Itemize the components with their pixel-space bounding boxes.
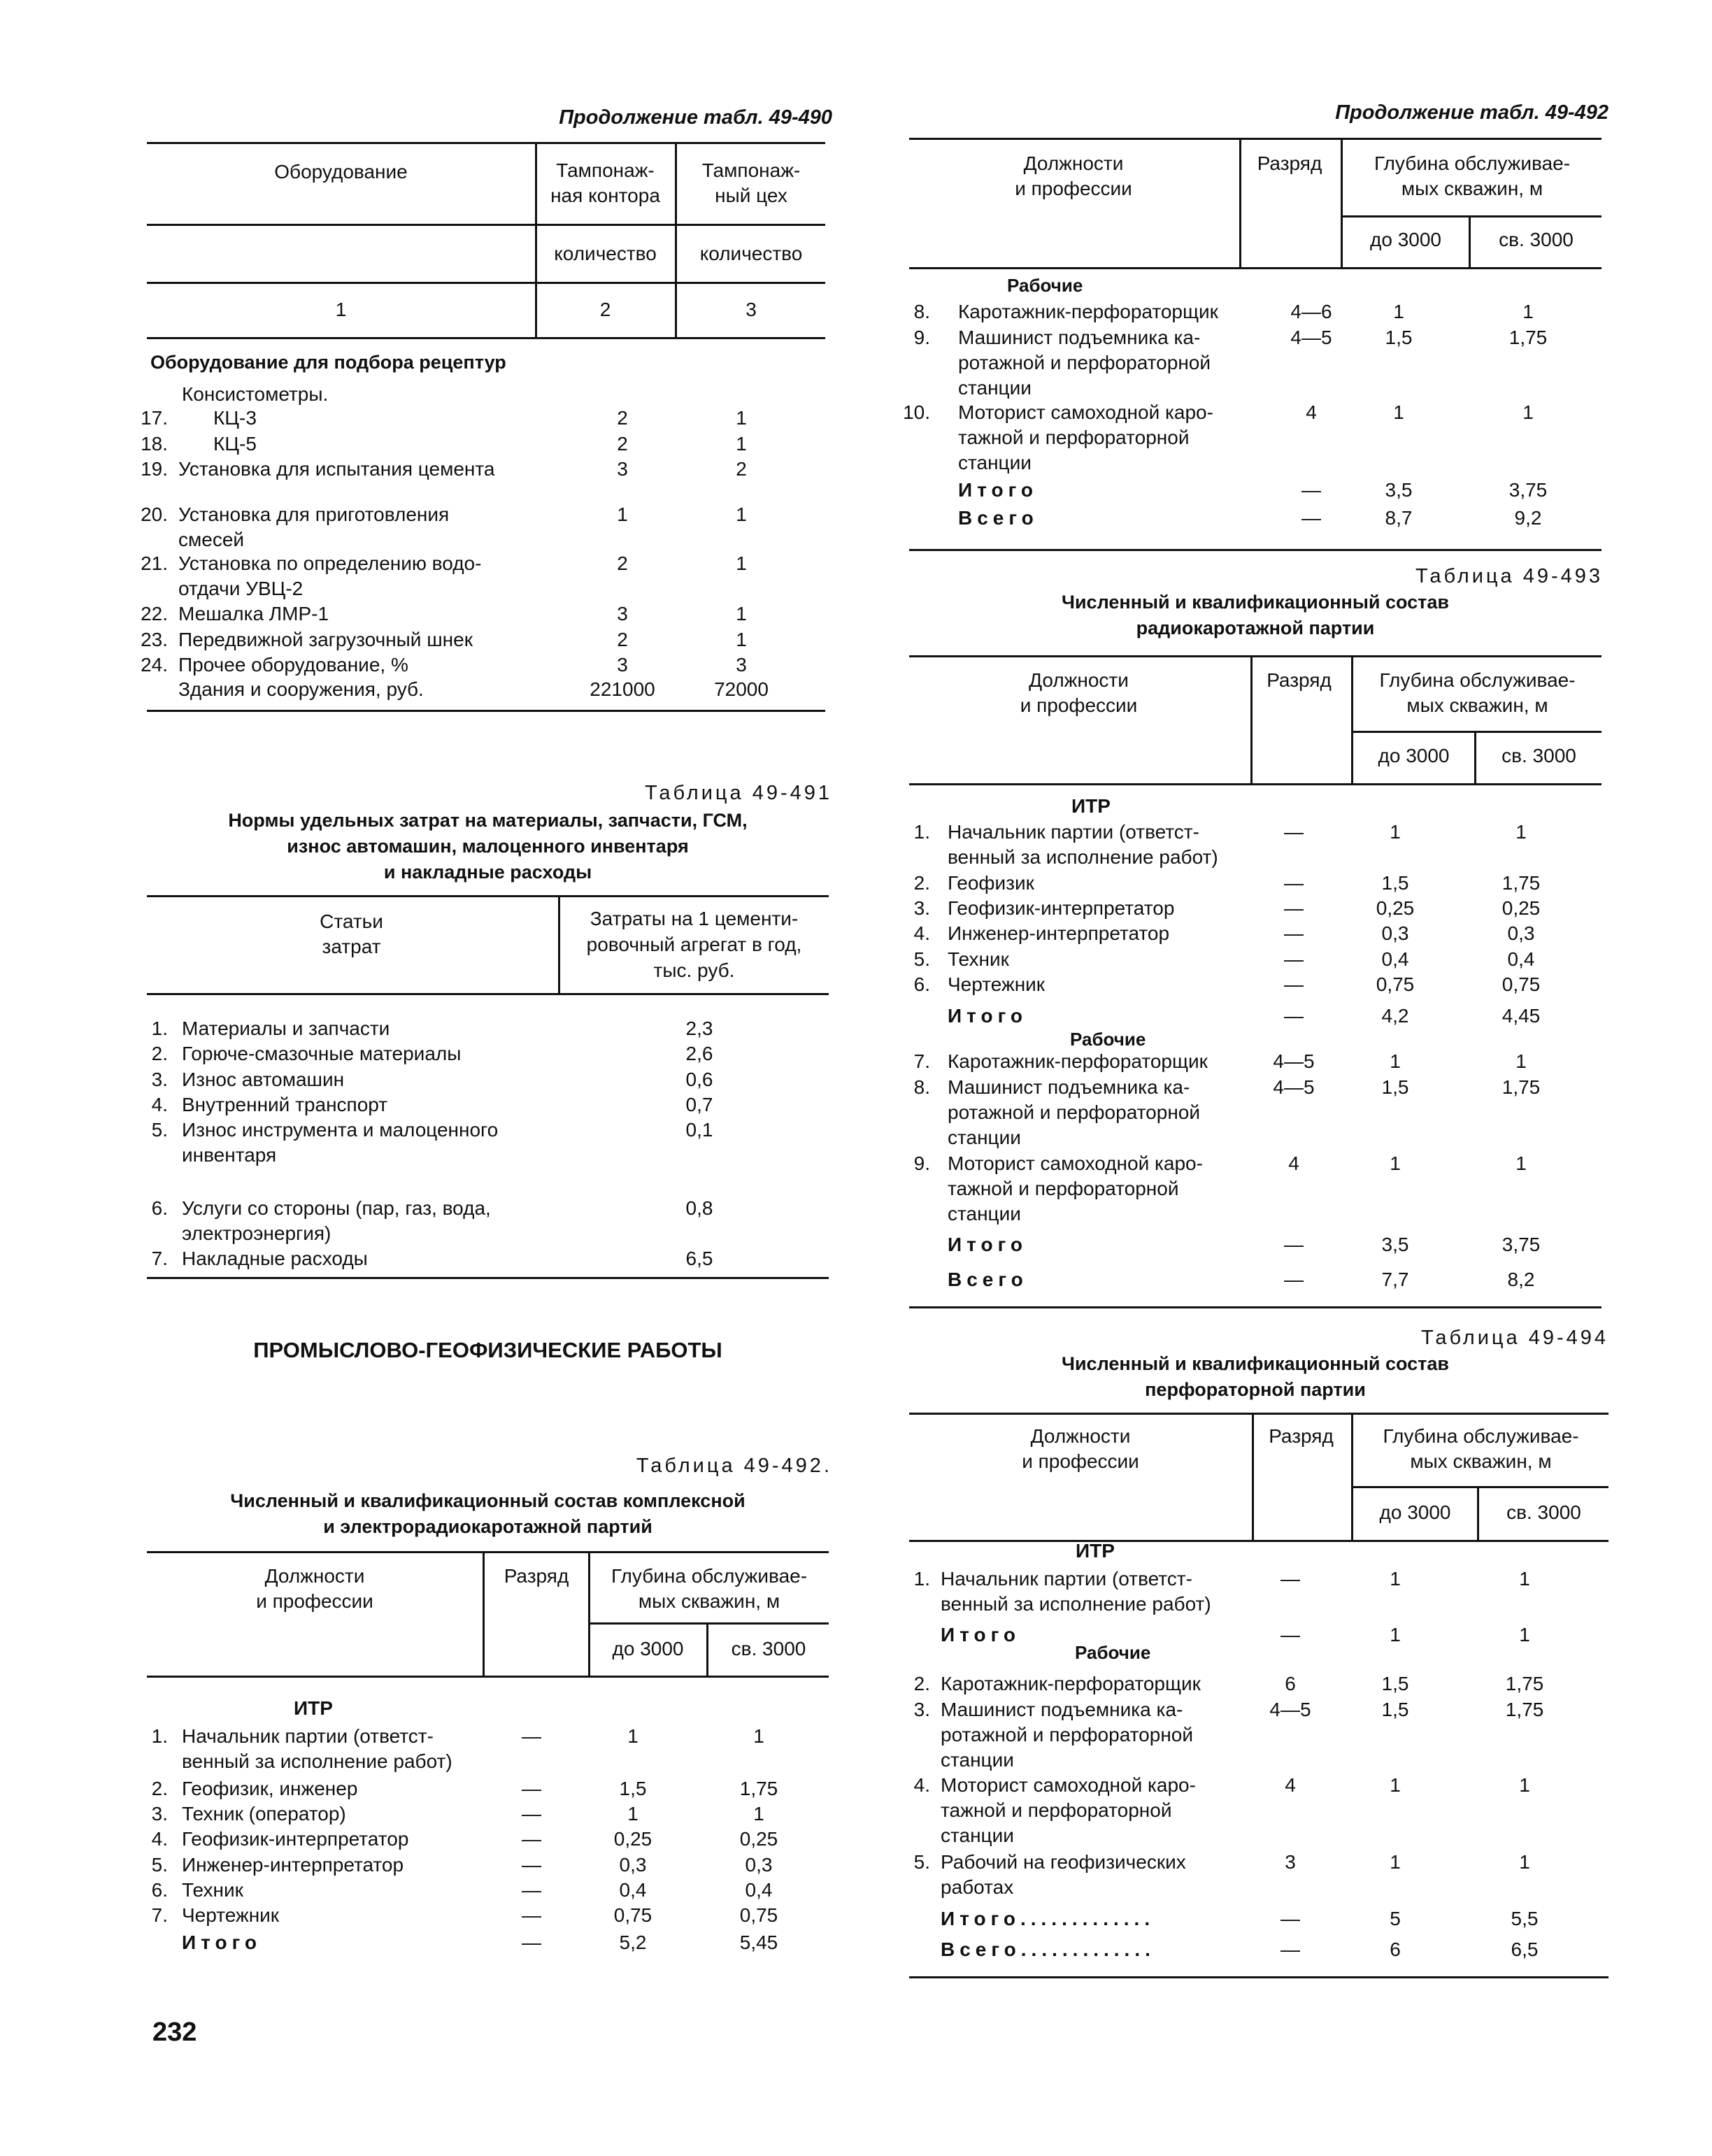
row-depth-over-3000: 1 [753, 1803, 764, 1825]
row-depth-upto-3000: 1 [1393, 401, 1404, 423]
row-number: 5. [151, 1854, 168, 1876]
header-depth-over-3000: св. 3000 [1499, 229, 1574, 250]
row-name: Внутренний транспорт [182, 1094, 388, 1115]
row-depth-upto-3000: 0,4 [619, 1879, 647, 1901]
row-depth-upto-3000: 0,25 [1376, 897, 1415, 919]
row-position: Моторист самоходной каро- тажной и перфораторной станции [958, 401, 1213, 473]
grand-total: Всего [958, 507, 1039, 529]
header-cost-items: Статьи затрат [320, 911, 383, 957]
row-cost: 0,6 [685, 1069, 713, 1090]
row-grade: — [1281, 1568, 1300, 1590]
row-depth-over-3000: 1 [1522, 401, 1534, 423]
grand-total-depth-upto-3000: 7,7 [1381, 1269, 1409, 1290]
col-index-2: 2 [599, 299, 611, 320]
row-name: Материалы и запчасти [182, 1018, 390, 1039]
group-heading: Оборудование для подбора рецептур [150, 352, 506, 373]
row-cost: 2,6 [685, 1043, 713, 1064]
row-name: Горюче-смазочные материалы [182, 1043, 462, 1064]
row-number: 10. [903, 401, 930, 423]
row-position: Геофизик-интерпретатор [948, 897, 1175, 919]
table-label: Таблица 49-491 [644, 782, 832, 804]
row-depth-upto-3000: 1,5 [1381, 1673, 1409, 1694]
row-grade: — [522, 1828, 541, 1850]
col-index-3: 3 [746, 299, 757, 320]
row-position: Инженер-интерпретатор [948, 922, 1170, 944]
row-depth-over-3000: 1,75 [1505, 1673, 1544, 1694]
row-number: 3. [913, 897, 930, 919]
itr-total-depth-upto-3000: 4,2 [1381, 1005, 1409, 1027]
header-depth-upto-3000: до 3000 [1378, 745, 1450, 766]
row-position: Начальник партии (ответст- венный за исполнение работ) [948, 821, 1218, 868]
row-grade: 4 [1285, 1774, 1296, 1796]
row-shop-qty: 1 [736, 433, 747, 455]
row-name: КЦ-3 [213, 407, 257, 429]
row-grade: — [1284, 897, 1304, 919]
row-depth-over-3000: 1,75 [1508, 327, 1548, 348]
header-depth: Глубина обслуживае- мых скважин, м [1379, 669, 1576, 716]
row-number: 8. [913, 1076, 930, 1098]
row-depth-over-3000: 0,3 [1507, 922, 1535, 944]
row-grade: 6 [1285, 1673, 1296, 1694]
grand-total-grade: — [1284, 1269, 1304, 1290]
row-office-qty: 3 [617, 654, 628, 676]
header-depth: Глубина обслуживае- мых скважин, м [1383, 1425, 1579, 1472]
row-cost: 6,5 [685, 1248, 713, 1269]
row-position: Каротажник-перфораторщик [948, 1050, 1208, 1072]
row-depth-over-3000: 0,75 [1501, 973, 1541, 995]
row-depth-over-3000: 0,4 [745, 1879, 773, 1901]
workers-total-depth-upto-3000: 3,5 [1385, 479, 1413, 501]
row-number: 1. [151, 1725, 168, 1747]
row-depth-over-3000: 1,75 [1501, 872, 1541, 894]
row-office-qty: 2 [617, 629, 628, 650]
row-number: 7. [151, 1248, 168, 1269]
row-depth-over-3000: 1 [1519, 1568, 1530, 1590]
row-number: 23. [141, 629, 168, 650]
row-grade: 3 [1285, 1851, 1296, 1873]
header-depth-upto-3000: до 3000 [1370, 229, 1441, 250]
row-shop-qty: 3 [736, 654, 747, 676]
header-grade: Разряд [1267, 669, 1332, 691]
row-grade: — [1284, 872, 1304, 894]
page-number: 232 [152, 2018, 197, 2047]
itr-total-depth-over-3000: 4,45 [1501, 1005, 1541, 1027]
grand-total-depth-upto-3000: 8,7 [1385, 507, 1413, 529]
header-positions: Должности и профессии [1022, 1425, 1139, 1472]
grand-total: Всего............. [941, 1939, 1155, 1960]
row-shop-qty: 1 [736, 603, 747, 624]
row-depth-over-3000: 1 [1515, 1152, 1527, 1174]
row-grade: 4 [1288, 1152, 1299, 1174]
row-position: Геофизик-интерпретатор [182, 1828, 409, 1850]
row-position: Моторист самоходной каро- тажной и перфораторной станции [941, 1774, 1196, 1846]
itr-total-grade: — [1284, 1005, 1304, 1027]
row-grade: — [1284, 821, 1304, 843]
row-shop-qty: 72000 [714, 678, 769, 700]
row-name: Износ инструмента и малоценного инвентаря [182, 1119, 499, 1166]
row-grade: 4—5 [1273, 1076, 1315, 1098]
table-label: Таблица 49-494 [1420, 1327, 1608, 1349]
row-cost: 2,3 [685, 1018, 713, 1039]
itr-total-grade: — [1281, 1624, 1300, 1645]
row-position: Начальник партии (ответст- венный за исполнение работ) [182, 1725, 452, 1772]
header-tamponage-office: Тампонаж- ная контора [550, 159, 660, 206]
row-number: 4. [151, 1094, 168, 1115]
header-depth-over-3000: св. 3000 [1506, 1501, 1581, 1523]
row-depth-upto-3000: 0,3 [1381, 922, 1409, 944]
grand-total-grade: — [1281, 1939, 1300, 1960]
row-depth-upto-3000: 1,5 [1381, 1076, 1409, 1098]
row-cost: 0,7 [685, 1094, 713, 1115]
itr-total-depth-upto-3000: 1 [1390, 1624, 1401, 1645]
header-grade: Разряд [1257, 152, 1322, 174]
row-depth-upto-3000: 1 [1390, 1568, 1401, 1590]
row-depth-over-3000: 1,75 [1501, 1076, 1541, 1098]
row-depth-upto-3000: 1 [1390, 1152, 1401, 1174]
row-number: 3. [151, 1069, 168, 1090]
row-grade: — [522, 1778, 541, 1799]
row-depth-upto-3000: 1 [627, 1725, 639, 1747]
row-shop-qty: 1 [736, 407, 747, 429]
grand-total: Всего [948, 1269, 1028, 1290]
row-name: Установка для приготовления смесей [178, 504, 450, 550]
row-office-qty: 2 [617, 552, 628, 574]
group-workers: Рабочие [1007, 275, 1083, 296]
row-office-qty: 2 [617, 407, 628, 429]
itr-total-depth-over-3000: 1 [1519, 1624, 1530, 1645]
group-itr: ИТР [294, 1697, 333, 1719]
row-grade: 4—5 [1269, 1699, 1311, 1720]
row-number: 17. [141, 407, 168, 429]
row-number: 7. [913, 1050, 930, 1072]
row-number: 9. [913, 1152, 930, 1174]
row-number: 6. [151, 1197, 168, 1219]
header-depth-over-3000: св. 3000 [1501, 745, 1576, 766]
row-position: Рабочий на геофизических работах [941, 1851, 1186, 1898]
continuation-caption: Продолжение табл. 49-492 [1335, 101, 1608, 124]
row-depth-over-3000: 1,75 [739, 1778, 778, 1799]
row-depth-upto-3000: 1,5 [1381, 872, 1409, 894]
row-name: КЦ-5 [213, 433, 257, 455]
row-position: Каротажник-перфораторщик [958, 301, 1218, 322]
workers-total-depth-upto-3000: 3,5 [1381, 1234, 1409, 1255]
row-position: Начальник партии (ответст- венный за исполнение работ) [941, 1568, 1211, 1615]
row-office-qty: 221000 [590, 678, 655, 700]
section-title: ПРОМЫСЛОВО-ГЕОФИЗИЧЕСКИЕ РАБОТЫ [253, 1338, 722, 1362]
row-grade: — [1284, 948, 1304, 970]
row-position: Техник (оператор) [182, 1803, 346, 1825]
workers-total: Итого [958, 479, 1038, 501]
row-name: Установка для испытания цемента [178, 458, 495, 480]
row-shop-qty: 1 [736, 504, 747, 525]
header-depth-over-3000: св. 3000 [731, 1638, 806, 1659]
table-title: Численный и квалификационный состав перфораторной партии [1061, 1353, 1449, 1400]
row-grade: 4—5 [1290, 327, 1332, 348]
row-office-qty: 3 [617, 458, 628, 480]
row-depth-upto-3000: 1 [1390, 1851, 1401, 1873]
row-depth-over-3000: 1 [1515, 1050, 1527, 1072]
header-depth-upto-3000: до 3000 [612, 1638, 684, 1659]
header-grade: Разряд [1269, 1425, 1334, 1447]
row-shop-qty: 1 [736, 629, 747, 650]
row-depth-over-3000: 1 [753, 1725, 764, 1747]
group-workers: Рабочие [1070, 1029, 1146, 1050]
row-position: Машинист подъемника ка- ротажной и перфораторной станции [948, 1076, 1200, 1148]
workers-total-grade: — [1284, 1234, 1304, 1255]
row-number: 22. [141, 603, 168, 624]
itr-total: Итого [182, 1932, 262, 1953]
continuation-caption: Продолжение табл. 49-490 [559, 106, 832, 129]
row-position: Геофизик [948, 872, 1034, 894]
workers-total-depth-over-3000: 3,75 [1508, 479, 1548, 501]
row-number: 1. [913, 821, 930, 843]
row-office-qty: 3 [617, 603, 628, 624]
header-equipment: Оборудование [274, 161, 408, 183]
table-label: Таблица 49-493 [1415, 565, 1603, 587]
row-grade: 4—6 [1290, 301, 1332, 322]
row-number: 7. [151, 1904, 168, 1926]
header-depth: Глубина обслуживае- мых скважин, м [611, 1565, 808, 1612]
row-name: Установка по определению водо- отдачи УВЦ-2 [178, 552, 482, 599]
row-number: 5. [913, 948, 930, 970]
row-depth-over-3000: 0,25 [739, 1828, 778, 1850]
row-grade: — [522, 1879, 541, 1901]
row-number: 6. [913, 973, 930, 995]
row-number: 6. [151, 1879, 168, 1901]
row-name: Передвижной загрузочный шнек [178, 629, 473, 650]
row-depth-upto-3000: 0,75 [1376, 973, 1415, 995]
row-number: 18. [141, 433, 168, 455]
row-position: Машинист подъемника ка- ротажной и перфораторной станции [958, 327, 1211, 399]
row-number: 4. [913, 1774, 930, 1796]
grand-total-depth-upto-3000: 6 [1390, 1939, 1401, 1960]
row-number: 3. [151, 1803, 168, 1825]
row-number: 5. [151, 1119, 168, 1141]
group-workers: Рабочие [1075, 1642, 1151, 1663]
row-position: Каротажник-перфораторщик [941, 1673, 1201, 1694]
row-shop-qty: 2 [736, 458, 747, 480]
row-name: Износ автомашин [182, 1069, 345, 1090]
header-positions: Должности и профессии [1020, 669, 1138, 716]
row-number: 19. [141, 458, 168, 480]
row-number: 3. [913, 1699, 930, 1720]
workers-total: Итого............. [941, 1908, 1155, 1929]
row-number: 5. [913, 1851, 930, 1873]
header-quantity-2: количество [699, 243, 803, 264]
row-depth-over-3000: 0,25 [1501, 897, 1541, 919]
row-depth-over-3000: 1 [1519, 1851, 1530, 1873]
row-cost: 0,8 [685, 1197, 713, 1219]
row-position: Техник [948, 948, 1009, 970]
row-cost: 0,1 [685, 1119, 713, 1141]
row-grade: — [522, 1854, 541, 1876]
table-title: Численный и квалификационный состав комплексной и электрорадиокаротажной партий [230, 1490, 746, 1537]
row-position: Машинист подъемника ка- ротажной и перфораторной станции [941, 1699, 1193, 1771]
row-name: Услуги со стороны (пар, газ, вода, электроэнергия) [182, 1197, 491, 1244]
row-depth-upto-3000: 0,3 [619, 1854, 647, 1876]
grand-total-depth-over-3000: 6,5 [1511, 1939, 1539, 1960]
row-name: Мешалка ЛМР-1 [178, 603, 329, 624]
itr-total-depth-upto-3000: 5,2 [619, 1932, 647, 1953]
row-office-qty: 2 [617, 433, 628, 455]
row-number: 4. [151, 1828, 168, 1850]
header-quantity-1: количество [554, 243, 657, 264]
col-index-1: 1 [335, 299, 347, 320]
row-depth-upto-3000: 1 [1390, 1050, 1401, 1072]
workers-total-depth-upto-3000: 5 [1390, 1908, 1401, 1929]
grand-total-depth-over-3000: 9,2 [1514, 507, 1542, 529]
row-number: 2. [151, 1043, 168, 1064]
row-grade: — [1284, 922, 1304, 944]
row-position: Чертежник [948, 973, 1046, 995]
header-depth: Глубина обслуживае- мых скважин, м [1374, 152, 1571, 199]
row-number: 2. [151, 1778, 168, 1799]
row-depth-upto-3000: 1 [1390, 821, 1401, 843]
row-number: 1. [151, 1018, 168, 1039]
itr-total-grade: — [522, 1932, 541, 1953]
itr-total: Итого [941, 1624, 1020, 1645]
row-number: 4. [913, 922, 930, 944]
header-grade: Разряд [504, 1565, 569, 1587]
row-depth-upto-3000: 1,5 [1385, 327, 1413, 348]
row-grade: — [522, 1725, 541, 1747]
row-grade: 4 [1306, 401, 1317, 423]
header-positions: Должности и профессии [1015, 152, 1132, 199]
row-shop-qty: 1 [736, 552, 747, 574]
header-depth-upto-3000: до 3000 [1379, 1501, 1451, 1523]
row-position: Моторист самоходной каро- тажной и перфораторной станции [948, 1152, 1203, 1225]
row-depth-over-3000: 1,75 [1505, 1699, 1544, 1720]
row-depth-upto-3000: 1 [1390, 1774, 1401, 1796]
itr-total: Итого [948, 1005, 1027, 1027]
header-cost-per-unit: Затраты на 1 цементи- ровочный агрегат в год, тыс. руб. [586, 908, 802, 981]
itr-total-depth-over-3000: 5,45 [739, 1932, 778, 1953]
row-position: Инженер-интерпретатор [182, 1854, 404, 1876]
row-number: 2. [913, 1673, 930, 1694]
workers-total-depth-over-3000: 3,75 [1501, 1234, 1541, 1255]
workers-total-grade: — [1301, 479, 1321, 501]
row-grade: 4—5 [1273, 1050, 1315, 1072]
row-position: Чертежник [182, 1904, 280, 1926]
row-depth-upto-3000: 1 [627, 1803, 639, 1825]
row-number: 8. [913, 301, 930, 322]
row-number: 9. [913, 327, 930, 348]
row-depth-upto-3000: 1 [1393, 301, 1404, 322]
row-depth-upto-3000: 1,5 [619, 1778, 647, 1799]
row-depth-over-3000: 1 [1519, 1774, 1530, 1796]
row-depth-upto-3000: 0,75 [613, 1904, 652, 1926]
row-grade: — [522, 1803, 541, 1825]
row-depth-over-3000: 1 [1515, 821, 1527, 843]
table-label: Таблица 49-492. [636, 1455, 832, 1477]
workers-total: Итого [948, 1234, 1027, 1255]
row-depth-over-3000: 0,3 [745, 1854, 773, 1876]
row-depth-over-3000: 0,4 [1507, 948, 1535, 970]
row-grade: — [522, 1904, 541, 1926]
table-title: Численный и квалификационный состав радиокаротажной партии [1061, 592, 1449, 638]
grand-total-depth-over-3000: 8,2 [1507, 1269, 1535, 1290]
workers-total-depth-over-3000: 5,5 [1511, 1908, 1539, 1929]
row-name: Прочее оборудование, % [178, 654, 408, 676]
row-number: 24. [141, 654, 168, 676]
row-depth-upto-3000: 1,5 [1381, 1699, 1409, 1720]
row-grade: — [1284, 973, 1304, 995]
row-depth-upto-3000: 0,25 [613, 1828, 652, 1850]
row-office-qty: 1 [617, 504, 628, 525]
row-depth-over-3000: 1 [1522, 301, 1534, 322]
header-tamponage-shop: Тампонаж- ный цех [701, 159, 801, 206]
row-number: 2. [913, 872, 930, 894]
row-position: Геофизик, инженер [182, 1778, 358, 1799]
table-title: Нормы удельных затрат на материалы, запчасти, ГСМ, износ автомашин, малоценного инвентаря и накладные расходы [228, 810, 748, 883]
row-number: 21. [141, 552, 168, 574]
row-depth-upto-3000: 0,4 [1381, 948, 1409, 970]
row-number: 1. [913, 1568, 930, 1590]
row-position: Техник [182, 1879, 243, 1901]
row-name: Здания и сооружения, руб. [178, 678, 424, 700]
group-itr: ИТР [1076, 1540, 1115, 1562]
header-positions: Должности и профессии [256, 1565, 373, 1612]
subgroup-heading: Консистометры. [182, 383, 329, 405]
group-itr: ИТР [1071, 795, 1111, 817]
row-name: Накладные расходы [182, 1248, 368, 1269]
workers-total-grade: — [1281, 1908, 1300, 1929]
row-number: 20. [141, 504, 168, 525]
grand-total-grade: — [1301, 507, 1321, 529]
row-depth-over-3000: 0,75 [739, 1904, 778, 1926]
